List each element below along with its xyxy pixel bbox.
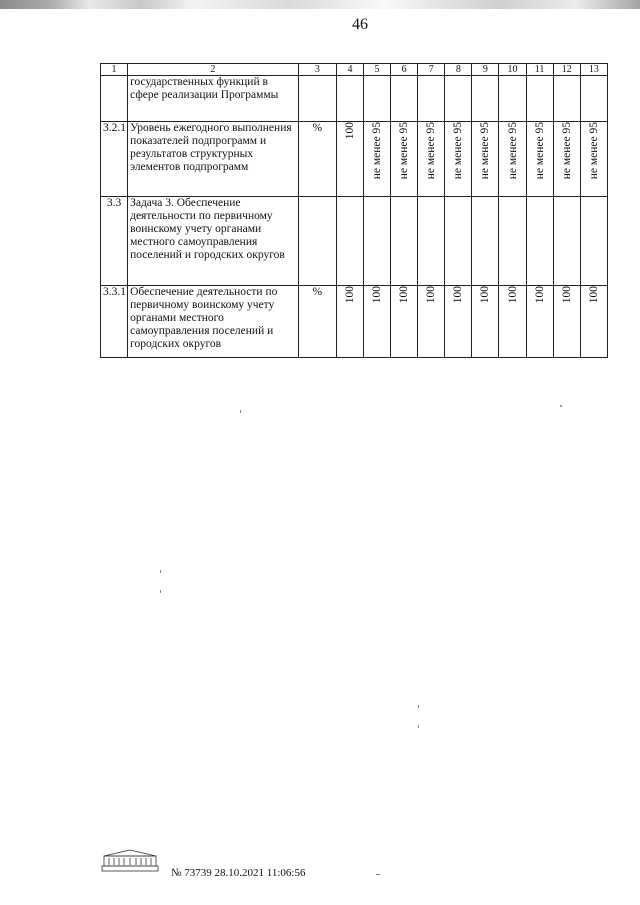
scan-speck: [418, 705, 419, 708]
row-unit: [298, 76, 336, 122]
header-cell: 3: [298, 64, 336, 76]
value-text: не менее 95: [371, 122, 384, 180]
value-cell: [472, 197, 499, 286]
value-cell: [526, 122, 553, 197]
value-cell: [553, 76, 580, 122]
scan-edge: [0, 0, 640, 9]
header-cell: 4: [336, 64, 363, 76]
value-text: 100: [533, 286, 546, 304]
value-cell: [364, 197, 391, 286]
value-cell: [445, 197, 472, 286]
value-text: не менее 95: [425, 122, 438, 180]
table-row: [101, 122, 608, 197]
page-number: 46: [352, 16, 368, 33]
value-cell: [418, 286, 445, 358]
value-cell: [580, 76, 607, 122]
value-text: не менее 95: [452, 122, 465, 180]
value-cell: [336, 76, 363, 122]
row-code: 3.3.1: [101, 286, 128, 358]
value-cell: [580, 286, 607, 358]
value-cell: [336, 286, 363, 358]
header-cell: 8: [445, 64, 472, 76]
value-cell: [472, 76, 499, 122]
value-cell: [364, 122, 391, 197]
value-cell: [364, 286, 391, 358]
value-cell: [336, 197, 363, 286]
value-text: 100: [425, 286, 438, 304]
value-text: 100: [343, 122, 356, 140]
header-cell: 7: [418, 64, 445, 76]
table-row: [101, 197, 608, 286]
value-cell: [472, 286, 499, 358]
row-code: 3.3: [101, 197, 128, 286]
value-cell: [472, 122, 499, 197]
header-cell: 10: [499, 64, 526, 76]
table-header-row: [101, 64, 608, 76]
header-cell: 9: [472, 64, 499, 76]
value-cell: [445, 286, 472, 358]
value-cell: [445, 76, 472, 122]
value-text: 100: [560, 286, 573, 304]
value-text: 100: [398, 286, 411, 304]
value-text: 100: [371, 286, 384, 304]
scan-speck: [160, 590, 161, 593]
header-cell: 6: [391, 64, 418, 76]
value-cell: [418, 76, 445, 122]
value-cell: [418, 122, 445, 197]
table-row: [101, 76, 608, 122]
header-cell: 11: [526, 64, 553, 76]
value-text: не менее 95: [479, 122, 492, 180]
value-cell: [499, 286, 526, 358]
row-code: 3.2.1: [101, 122, 128, 197]
value-cell: [553, 197, 580, 286]
value-cell: [553, 122, 580, 197]
value-cell: [499, 76, 526, 122]
value-text: 100: [506, 286, 519, 304]
scan-speck: [240, 410, 241, 413]
value-cell: [391, 286, 418, 358]
indicators-table: [100, 63, 608, 358]
value-cell: [526, 286, 553, 358]
value-cell: [418, 197, 445, 286]
value-text: не менее 95: [506, 122, 519, 180]
value-cell: [526, 197, 553, 286]
value-text: не менее 95: [398, 122, 411, 180]
value-cell: [499, 122, 526, 197]
row-unit: %: [298, 122, 336, 197]
value-cell: [336, 122, 363, 197]
row-description: Задача 3. Обеспечение деятельности по первичному воинскому учету органами местного самоуправления поселений и городских округов: [128, 197, 299, 286]
scan-speck: [160, 570, 161, 573]
row-unit: %: [298, 286, 336, 358]
value-text: 100: [452, 286, 465, 304]
value-text: не менее 95: [560, 122, 573, 180]
value-cell: [553, 286, 580, 358]
row-unit: [298, 197, 336, 286]
scan-speck: [376, 874, 380, 875]
row-code: [101, 76, 128, 122]
value-text: 100: [587, 286, 600, 304]
value-cell: [391, 76, 418, 122]
header-cell: 13: [580, 64, 607, 76]
value-text: не менее 95: [533, 122, 546, 180]
value-cell: [364, 76, 391, 122]
value-cell: [499, 197, 526, 286]
value-cell: [580, 197, 607, 286]
value-cell: [445, 122, 472, 197]
building-stamp-icon: [101, 848, 159, 872]
row-description: Уровень ежегодного выполнения показателей подпрограмм и результатов структурных элементов подпрограмм: [128, 122, 299, 197]
header-cell: 5: [364, 64, 391, 76]
header-cell: 1: [101, 64, 128, 76]
value-cell: [391, 122, 418, 197]
scan-speck: [560, 405, 562, 407]
value-text: 100: [479, 286, 492, 304]
header-cell: 12: [553, 64, 580, 76]
value-cell: [580, 122, 607, 197]
row-description: государственных функций в сфере реализации Программы: [128, 76, 299, 122]
table-row: [101, 286, 608, 358]
scan-speck: [418, 725, 419, 728]
value-text: не менее 95: [587, 122, 600, 180]
header-cell: 2: [128, 64, 299, 76]
value-cell: [391, 197, 418, 286]
value-cell: [526, 76, 553, 122]
row-description: Обеспечение деятельности по первичному воинскому учету органами местного самоуправления поселений и городских округов: [128, 286, 299, 358]
value-text: 100: [343, 286, 356, 304]
registration-stamp-text: № 73739 28.10.2021 11:06:56: [171, 867, 306, 879]
